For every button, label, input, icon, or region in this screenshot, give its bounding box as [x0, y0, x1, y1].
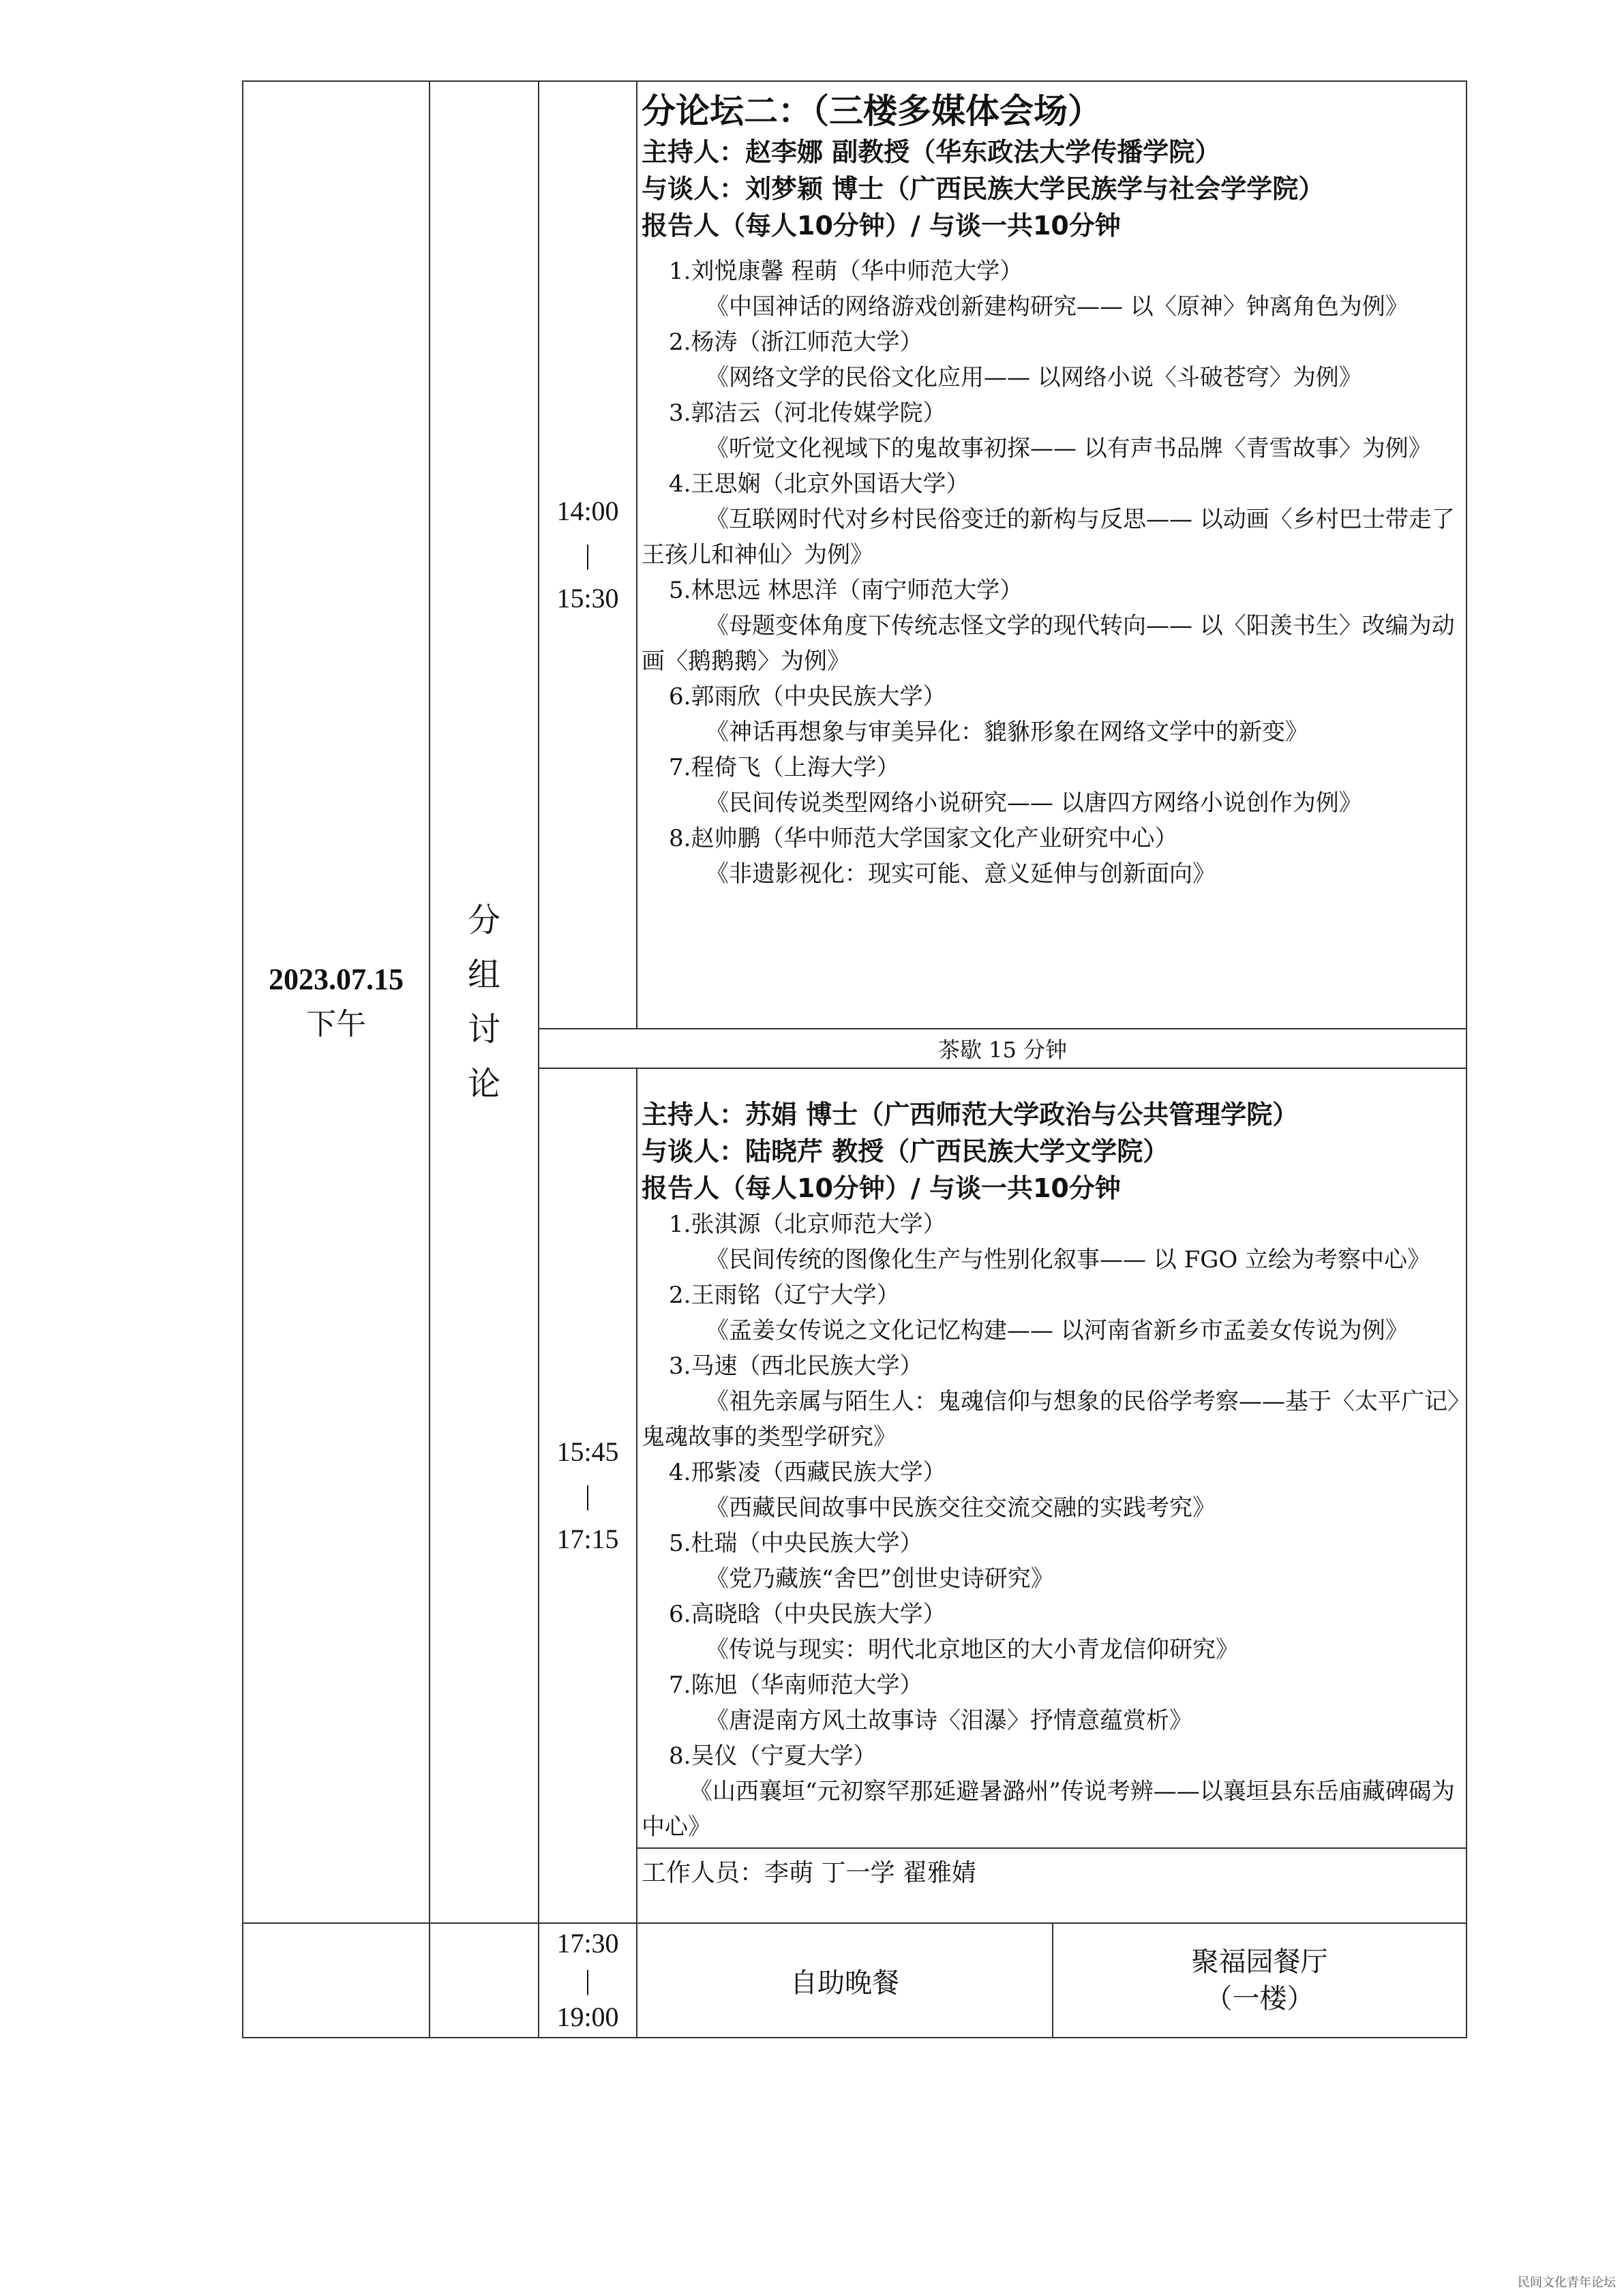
paper-title: 《孟姜女传说之文化记忆构建—— 以河南省新乡市孟姜女传说为例》 — [706, 1317, 1409, 1344]
paper-title: 《母题变体角度下传统志怪文学的现代转向—— 以〈阳羡书生〉改编为动画〈鹅鹅鹅〉为例》 — [642, 612, 1455, 675]
presenter-name: 4.王思娴（北京外国语大学） — [669, 470, 969, 498]
empty-activity-cell — [430, 1923, 539, 2038]
forum2-row — [243, 81, 1467, 1029]
paper-title: 《互联网时代对乡村民俗变迁的新构与反思—— 以动画〈乡村巴士带走了王孩儿和神仙〉为例》 — [642, 506, 1455, 569]
paper-title: 《传说与现实：明代北京地区的大小青龙信仰研究》 — [706, 1636, 1239, 1663]
paper-title: 《听觉文化视域下的鬼故事初探—— 以有声书品牌〈青雪故事〉为例》 — [706, 435, 1432, 462]
forum2-format: 报告人（每人10分钟）/ 与谈一共10分钟 — [642, 211, 1121, 241]
forum3-content — [637, 1068, 1467, 1923]
forum2-host: 主持人：赵李娜 副教授（华东政法大学传播学院） — [642, 137, 1221, 167]
forum3-host: 主持人：苏娟 博士（广西师范大学政治与公共管理学院） — [642, 1100, 1299, 1130]
forum2-list — [642, 254, 1462, 892]
dinner-time: 17:30 | 19:00 — [539, 1923, 637, 2038]
presenter-name: 1.刘悦康馨 程萌（华中师范大学） — [669, 258, 1023, 285]
presenter-name: 5.林思远 林思洋（南宁师范大学） — [669, 577, 1023, 604]
paper-title: 《唐湜南方风土故事诗〈泪瀑〉抒情意蕴赏析》 — [706, 1707, 1192, 1734]
presenter-name: 3.马速（西北民族大学） — [669, 1353, 923, 1380]
presenter-name: 8.吴仪（宁夏大学） — [669, 1742, 877, 1770]
staff-line: 工作人员：李萌 丁一学 翟雅婧 — [637, 1847, 1466, 1898]
forum3-discussant: 与谈人：陆晓芹 教授（广西民族大学文学院） — [642, 1136, 1169, 1166]
forum3-list — [642, 1207, 1462, 1845]
presenter-name: 5.杜瑞（中央民族大学） — [669, 1530, 923, 1557]
session-date: 2023.07.15 — [269, 962, 404, 996]
schedule-table — [242, 80, 1467, 2038]
paper-title: 《神话再想象与审美异化：貔貅形象在网络文学中的新变》 — [706, 719, 1308, 746]
presenter-name: 8.赵帅鹏（华中师范大学国家文化产业研究中心） — [669, 825, 1178, 852]
paper-title: 《中国神话的网络游戏创新建构研究—— 以〈原神〉钟离角色为例》 — [706, 293, 1409, 320]
presenter-name: 6.郭雨欣（中央民族大学） — [669, 683, 946, 710]
session-period: 下午 — [306, 1006, 366, 1042]
paper-title: 《民间传说类型网络小说研究—— 以唐四方网络小说创作为例》 — [706, 789, 1362, 817]
forum2-time: 14:00 | 15:30 — [539, 81, 637, 1029]
presenter-name: 6.高晓晗（中央民族大学） — [669, 1601, 946, 1628]
dinner-label: 自助晚餐 — [637, 1923, 1053, 2038]
empty-date-cell — [243, 1923, 430, 2038]
paper-title: 《山西襄垣“元初察罕那延避暑潞州”传说考辨——以襄垣县东岳庙藏碑碣为中心》 — [642, 1778, 1455, 1841]
presenter-name: 2.王雨铭（辽宁大学） — [669, 1282, 900, 1309]
forum3-format: 报告人（每人10分钟）/ 与谈一共10分钟 — [642, 1173, 1121, 1203]
presenter-name: 7.程倚飞（上海大学） — [669, 754, 900, 781]
presenter-name: 2.杨涛（浙江师范大学） — [669, 329, 923, 356]
presenter-name: 7.陈旭（华南师范大学） — [669, 1672, 923, 1699]
tea-break: 茶歇 15 分钟 — [539, 1029, 1467, 1068]
paper-title: 《网络文学的民俗文化应用—— 以网络小说〈斗破苍穹〉为例》 — [706, 364, 1362, 391]
paper-title: 《祖先亲属与陌生人：鬼魂信仰与想象的民俗学考察——基于〈太平广记〉鬼魂故事的类型学研究》 — [642, 1388, 1459, 1451]
forum3-time: 15:45 | 17:15 — [539, 1068, 637, 1923]
paper-title: 《党乃藏族“舍巴”创世史诗研究》 — [706, 1565, 1054, 1592]
paper-title: 《西藏民间故事中民族交往交流交融的实践考究》 — [706, 1494, 1216, 1522]
date-cell — [243, 81, 430, 1923]
presenter-name: 3.郭洁云（河北传媒学院） — [669, 399, 946, 427]
presenter-name: 1.张淇源（北京师范大学） — [669, 1211, 946, 1238]
forum2-title: 分论坛二：（三楼多媒体会场） — [642, 91, 1102, 131]
presenter-name: 4.邢紫凌（西藏民族大学） — [669, 1459, 946, 1486]
forum2-content — [637, 81, 1467, 1029]
watermark: 民间文化青年论坛 — [1518, 2276, 1616, 2290]
activity-label: 分 组 讨 论 — [467, 901, 500, 1103]
dinner-row — [243, 1923, 1467, 2038]
dinner-place: 聚福园餐厅 （一楼） — [1053, 1923, 1467, 2038]
paper-title: 《非遗影视化：现实可能、意义延伸与创新面向》 — [706, 860, 1216, 888]
paper-title: 《民间传统的图像化生产与性别化叙事—— 以 FGO 立绘为考察中心》 — [706, 1246, 1431, 1273]
forum2-discussant: 与谈人：刘梦颖 博士（广西民族大学民族学与社会学学院） — [642, 174, 1325, 204]
activity-cell — [430, 81, 539, 1923]
